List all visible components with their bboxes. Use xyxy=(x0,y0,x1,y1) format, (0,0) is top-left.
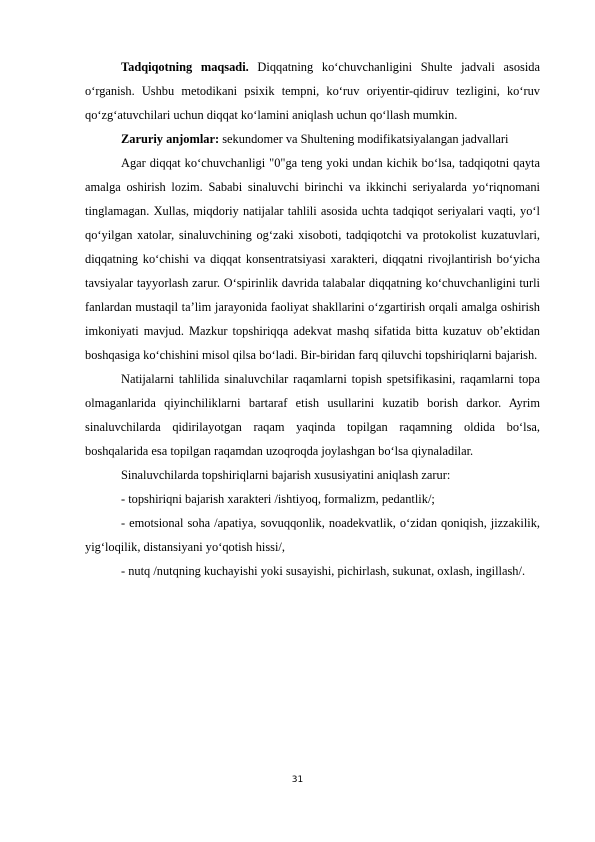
list-item-speech: - nutq /nutqning kuchayishi yoki susayishi, pichirlash, sukunat, oxlash, ingillash/. xyxy=(121,564,526,578)
goal-heading: Tadqiqotning maqsadi. xyxy=(121,60,249,74)
document-page xyxy=(85,55,540,583)
paragraph-analysis: Agar diqqat ko‘chuvchanligi "0"ga teng yoki undan kichik bo‘lsa, tadqiqotni qayta amalga oshirish lozim. Sababi sinaluvchi birinchi va ikkinchi seriyalarda yo‘riqnomani tinglamagan. Xullas, miqdoriy natijalar tahlili asosida uchta tadqiqot seriyalari vaqti, yo‘l qo‘yilgan xatolar, sinaluvchining og‘zaki xisoboti, tadqiqotchi va protokolist kuzatuvlari, diqqatning ko‘chishi va diqqat konsentratsiyasi xarakteri, diqqatni rivojlantirish bo‘yicha tavsiyalar tayyorlash zarur. O‘spirinlik davrida talabalar diqqatning ko‘chuvchanligini turli fanlardan mustaqil ta’lim jarayonida faoliyat shakllarini o‘zgartirish orqali amalga oshirish imkoniyati mavjud. Mazkur topshiriqqa adekvat mashq sifatida bitta kuzatuv ob’ektidan boshqasiga ko‘chishini misol qilsa bo‘ladi. Bir-biridan farq qiluvchi topshiriqlarni bajarish. xyxy=(85,156,540,362)
page-number: 31 xyxy=(291,775,304,785)
paragraph-goal xyxy=(85,55,540,127)
paragraph-results: Natijalarni tahlilida sinaluvchilar raqamlarni topish spetsifikasini, raqamlarni topa olmaganlarida qiyinchiliklarni bartaraf etish usullarini kuzatib borish darkor. Ayrim sinaluvchilarda qidirilayotgan raqam yaqinda topilgan raqamning oldida bo‘lsa, boshqalarida esa topilgan raqamdan uzoqroqda joylashgan bo‘lsa qiynaladilar. xyxy=(85,372,540,458)
paragraph-features-intro: Sinaluvchilarda topshiriqlarni bajarish xususiyatini aniqlash zarur: xyxy=(121,468,451,482)
goal-text: Diqqatning ko‘chuvchanligini Shulte jadvali asosida o‘rganish. Ushbu metodikani psixik tempni, ko‘ruv oriyentir-qidiruv tezligini, ko‘ruv qo‘zg‘atuvchilari uchun diqqat ko‘lamini aniqlash uchun qo‘llash mumkin. xyxy=(85,60,540,122)
materials-text: sekundomer va Shultening modifikatsiyalangan jadvallari xyxy=(219,132,509,146)
materials-heading: Zaruriy anjomlar: xyxy=(121,132,220,146)
list-item-task-character: - topshiriqni bajarish xarakteri /ishtiyoq, formalizm, pedantlik/; xyxy=(121,492,435,506)
list-item-emotional: - emotsional soha /apatiya, sovuqqonlik, noadekvatlik, o‘zidan qoniqish, jizzakilik, yig‘loqilik, distansiyani yo‘qotish hissi/, xyxy=(85,516,540,554)
paragraph-materials xyxy=(85,127,540,151)
